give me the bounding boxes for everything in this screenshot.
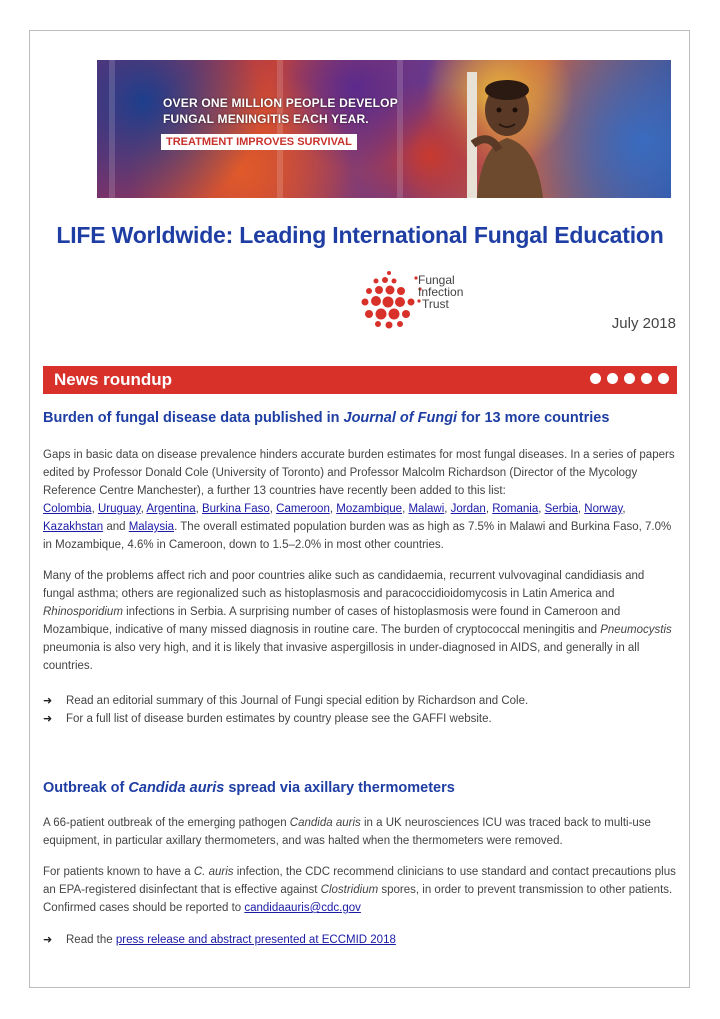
- banner-paint-stripe: [397, 60, 403, 198]
- paragraph-text: Many of the problems affect rich and poor countries alike such as candidaemia, recurrent vulvovaginal candidiasis and fungal asthma; others are regionalized such as histoplasmosis and paracoccidioidomycosis in Latin America and: [43, 570, 645, 600]
- banner-headline-line2: FUNGAL MENINGITIS EACH YEAR.: [163, 112, 369, 126]
- paragraph-text: infections in Serbia. A surprising number of cases of histoplasmosis were found in Cameroon and Mozambique, indicative of many missed diagnosis in routine care. The burden of cryptococcal meningitis and: [43, 606, 621, 636]
- heading-text: Burden of fungal disease data published in: [43, 410, 344, 426]
- banner-paint-stripe: [109, 60, 115, 198]
- logo-wordmark: [418, 274, 463, 310]
- newsletter-title: LIFE Worldwide: Leading International Fungal Education: [56, 222, 664, 248]
- article2-bullet-list: [43, 931, 396, 949]
- paragraph-text: pneumonia is also very high, and it is likely that invasive aspergillosis in under-diagnosed in AIDS, and generally in all countries.: [43, 642, 640, 672]
- article2-paragraph2: [43, 863, 677, 917]
- article1-bullet-list: [43, 692, 528, 728]
- arrow-right-icon: ➜: [43, 934, 53, 946]
- heading-text: spread via axillary thermometers: [224, 780, 455, 796]
- country-link-kazakhstan[interactable]: Kazakhstan: [43, 521, 104, 533]
- paragraph-text: . The overall estimated population burden was as high as 7.5% in Malawi and Burkina Faso, 7.0% in Mozambique, 4.6% in Cameroon, down to 1.5–2.0% in most other countries.: [43, 521, 672, 551]
- article1-paragraph1: Gaps in basic data on disease prevalence hinders accurate burden estimates for most fungal diseases. In a series of papers edited by Professor Donald Cole (University of Toronto) and Professor Malcolm Richardson (Director of the Mycology Reference Centre Manchester), a further 13 countries have recently been added to this list: Colombia, Uruguay, Argentina, Burkina Faso, Cameroon, Mozambique, Malawi, Jordan, Romania, Serbia, Norway, Kazakhstan and Malaysia. The overall estimated population burden was as high as 7.5% in Malawi and Burkina Faso, 7.0% in Mozambique, 4.6% in Cameroon, down to 1.5–2.0% in most other countries.: [43, 449, 675, 551]
- dot-icon: [590, 373, 601, 384]
- article2-heading: [43, 780, 455, 796]
- section-header-bar: [43, 366, 677, 394]
- issue-date: July 2018: [611, 315, 676, 332]
- heading-journal-name: Journal of Fungi: [343, 410, 458, 426]
- heading-pathogen-name: Candida auris: [128, 780, 225, 796]
- logo-word-infection: Infection: [418, 285, 464, 299]
- bullet-text: Read the: [66, 934, 116, 946]
- country-link-serbia[interactable]: Serbia: [544, 503, 578, 515]
- paragraph-text: A 66-patient outbreak of the emerging pathogen: [43, 817, 290, 829]
- arrow-right-icon: ➜: [43, 695, 53, 707]
- dot-icon: [624, 373, 635, 384]
- paragraph-text: For patients known to have a: [43, 866, 194, 878]
- eccmid-press-release-link[interactable]: press release and abstract presented at ECCMID 2018: [115, 934, 396, 946]
- country-link-mozambique[interactable]: Mozambique: [336, 503, 403, 515]
- country-link-malawi[interactable]: Malawi: [408, 503, 445, 515]
- country-link-burkina-faso[interactable]: Burkina Faso: [201, 503, 270, 515]
- article1-paragraph2: [43, 567, 677, 675]
- logo-word-trust: Trust: [422, 297, 449, 311]
- italic-term: Rhinosporidium: [43, 606, 123, 618]
- paragraph-text: spores, in order to prevent transmission to other patients. Confirmed cases should be reported to: [43, 884, 673, 914]
- child-photo: [459, 72, 549, 198]
- bullet-item: [43, 931, 396, 949]
- bullet-item[interactable]: [43, 692, 528, 710]
- bullet-text: Read an editorial summary of this Journal of Fungi special edition by Richardson and Cole.: [66, 695, 529, 707]
- logo-word-fungal: Fungal: [418, 273, 455, 287]
- conjunction-text: and: [106, 521, 126, 533]
- hero-banner: [97, 60, 671, 198]
- banner-tagline: TREATMENT IMPROVES SURVIVAL: [161, 134, 357, 150]
- section-label: News roundup: [54, 370, 173, 389]
- country-link-jordan[interactable]: Jordan: [450, 503, 486, 515]
- article1-heading: [43, 410, 609, 426]
- heading-text: Outbreak of: [43, 780, 129, 796]
- dot-icon: [641, 373, 652, 384]
- italic-term: Candida auris: [289, 817, 361, 829]
- paragraph-text: infection, the CDC recommend clinicians to use standard and contact precautions plus an EPA-registered disinfectant that is effective against: [43, 866, 676, 896]
- bullet-item[interactable]: [43, 710, 528, 728]
- article2-paragraph1: [43, 814, 677, 850]
- italic-term: C. auris: [193, 866, 234, 878]
- country-link-argentina[interactable]: Argentina: [146, 503, 196, 515]
- banner-headline-line1: OVER ONE MILLION PEOPLE DEVELOP: [163, 96, 398, 110]
- arrow-right-icon: ➜: [43, 713, 53, 725]
- country-link-colombia[interactable]: Colombia: [43, 503, 92, 515]
- italic-term: Clostridium: [320, 884, 379, 896]
- heading-text: for 13 more countries: [457, 410, 610, 426]
- dot-icon: [658, 373, 669, 384]
- country-link-romania[interactable]: Romania: [492, 503, 539, 515]
- paragraph-text: Gaps in basic data on disease prevalence hinders accurate burden estimates for most fungal diseases. In a series of papers edited by Professor Donald Cole (University of Toronto) and Professor Malcolm Richardson (Director of the Mycology Reference Centre Manchester), a further 13 countries have recently been added to this list:: [43, 449, 675, 497]
- country-link-norway[interactable]: Norway: [584, 503, 623, 515]
- country-link-malaysia[interactable]: Malaysia: [128, 521, 175, 533]
- country-link-uruguay[interactable]: Uruguay: [97, 503, 141, 515]
- paragraph-text: in a UK neurosciences ICU was traced back to multi-use equipment, in particular axillary thermometers, and was halted when the thermometers were removed.: [43, 817, 651, 847]
- bullet-text: For a full list of disease burden estimates by country please see the GAFFI website.: [66, 713, 492, 725]
- dot-icon: [607, 373, 618, 384]
- decorative-dots: [590, 373, 669, 384]
- italic-term: Pneumocystis: [600, 624, 672, 636]
- country-link-cameroon[interactable]: Cameroon: [276, 503, 330, 515]
- banner-paint-stripe: [277, 60, 283, 198]
- cdc-email-link[interactable]: candidaauris@cdc.gov: [244, 902, 361, 914]
